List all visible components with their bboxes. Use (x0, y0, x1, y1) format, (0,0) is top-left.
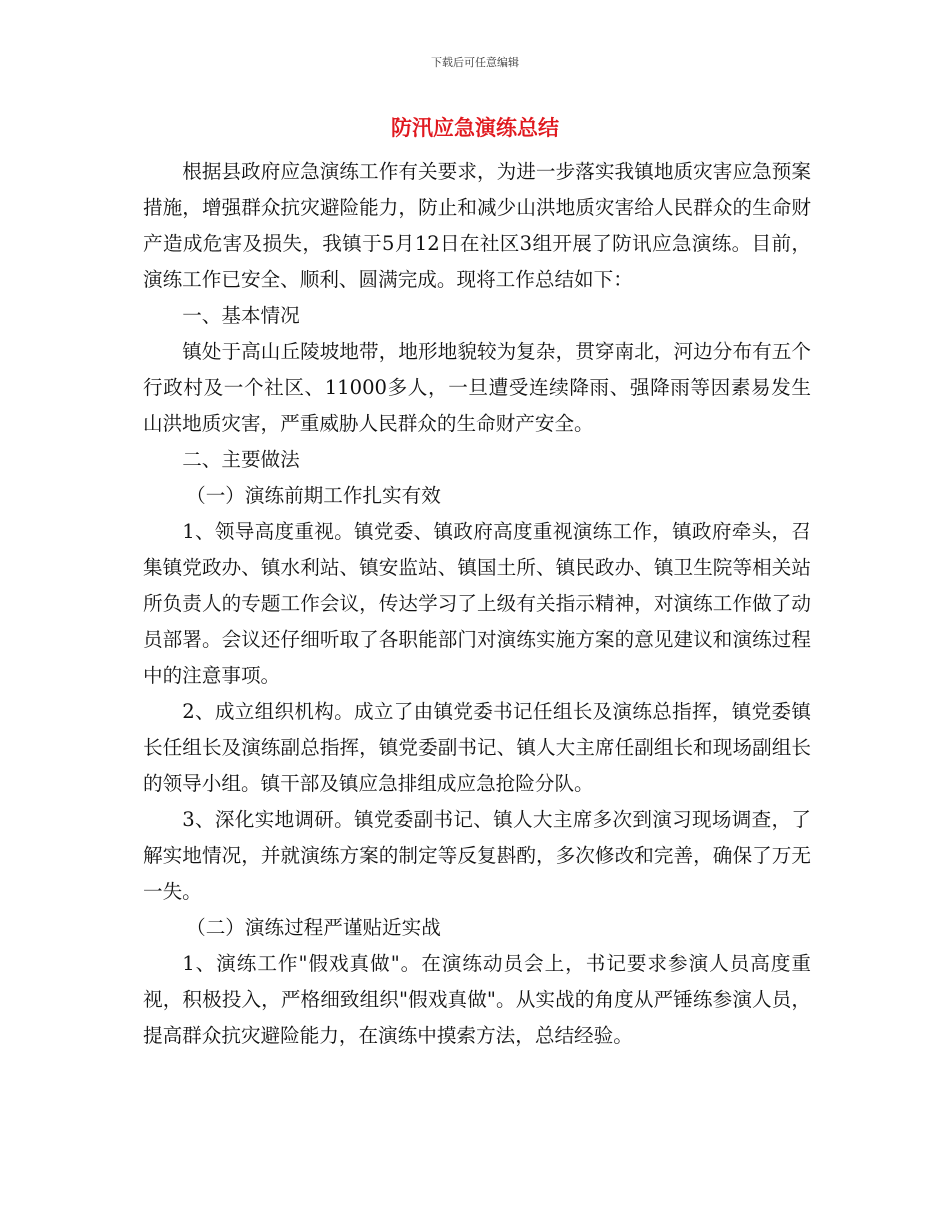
paragraph-intro: 根据县政府应急演练工作有关要求，为进一步落实我镇地质灾害应急预案措施，增强群众抗灾避险能力，防止和减少山洪地质灾害给人民群众的生命财产造成危害及损失，我镇于5月12日在社区3组开展了防讯应急演练。目前，演练工作已安全、顺利、圆满完成。现将工作总结如下： (143, 160, 811, 291)
subsection-heading-1: （一）演练前期工作扎实有效 (186, 484, 441, 507)
header-note: 下载后可任意编辑 (431, 56, 519, 69)
subsection-heading-2: （二）演练过程严谨贴近实战 (186, 916, 441, 939)
document-body (143, 154, 811, 1054)
paragraph-item-2: 2、成立组织机构。成立了由镇党委书记任组长及演练总指挥，镇党委镇长任组长及演练副总指挥，镇党委副书记、镇人大主席任副组长和现场副组长的领导小组。镇干部及镇应急排组成应急抢险分队。 (143, 700, 811, 795)
document-title: 防汛应急演练总结 (391, 115, 559, 140)
paragraph-item-3: 3、深化实地调研。镇党委副书记、镇人大主席多次到演习现场调查，了解实地情况，并就演练方案的制定等反复斟酌，多次修改和完善，确保了万无一失。 (143, 808, 811, 903)
section-heading-methods: 二、主要做法 (182, 448, 300, 471)
section-heading-basic: 一、基本情况 (182, 304, 300, 327)
paragraph-basic: 镇处于高山丘陵坡地带，地形地貌较为复杂，贯穿南北，河边分布有五个行政村及一个社区、11000多人，一旦遭受连续降雨、强降雨等因素易发生山洪地质灾害，严重威胁人民群众的生命财产安全。 (143, 340, 811, 435)
paragraph-item-4: 1、演练工作"假戏真做"。在演练动员会上，书记要求参演人员高度重视，积极投入，严格细致组织"假戏真做"。从实战的角度从严锤练参演人员，提高群众抗灾避险能力，在演练中摸索方法，总结经验。 (143, 952, 811, 1047)
paragraph-item-1: 1、领导高度重视。镇党委、镇政府高度重视演练工作，镇政府牵头，召集镇党政办、镇水利站、镇安监站、镇国土所、镇民政办、镇卫生院等相关站所负责人的专题工作会议，传达学习了上级有关指示精神，对演练工作做了动员部署。会议还仔细听取了各职能部门对演练实施方案的意见建议和演练过程中的注意事项。 (143, 520, 811, 687)
